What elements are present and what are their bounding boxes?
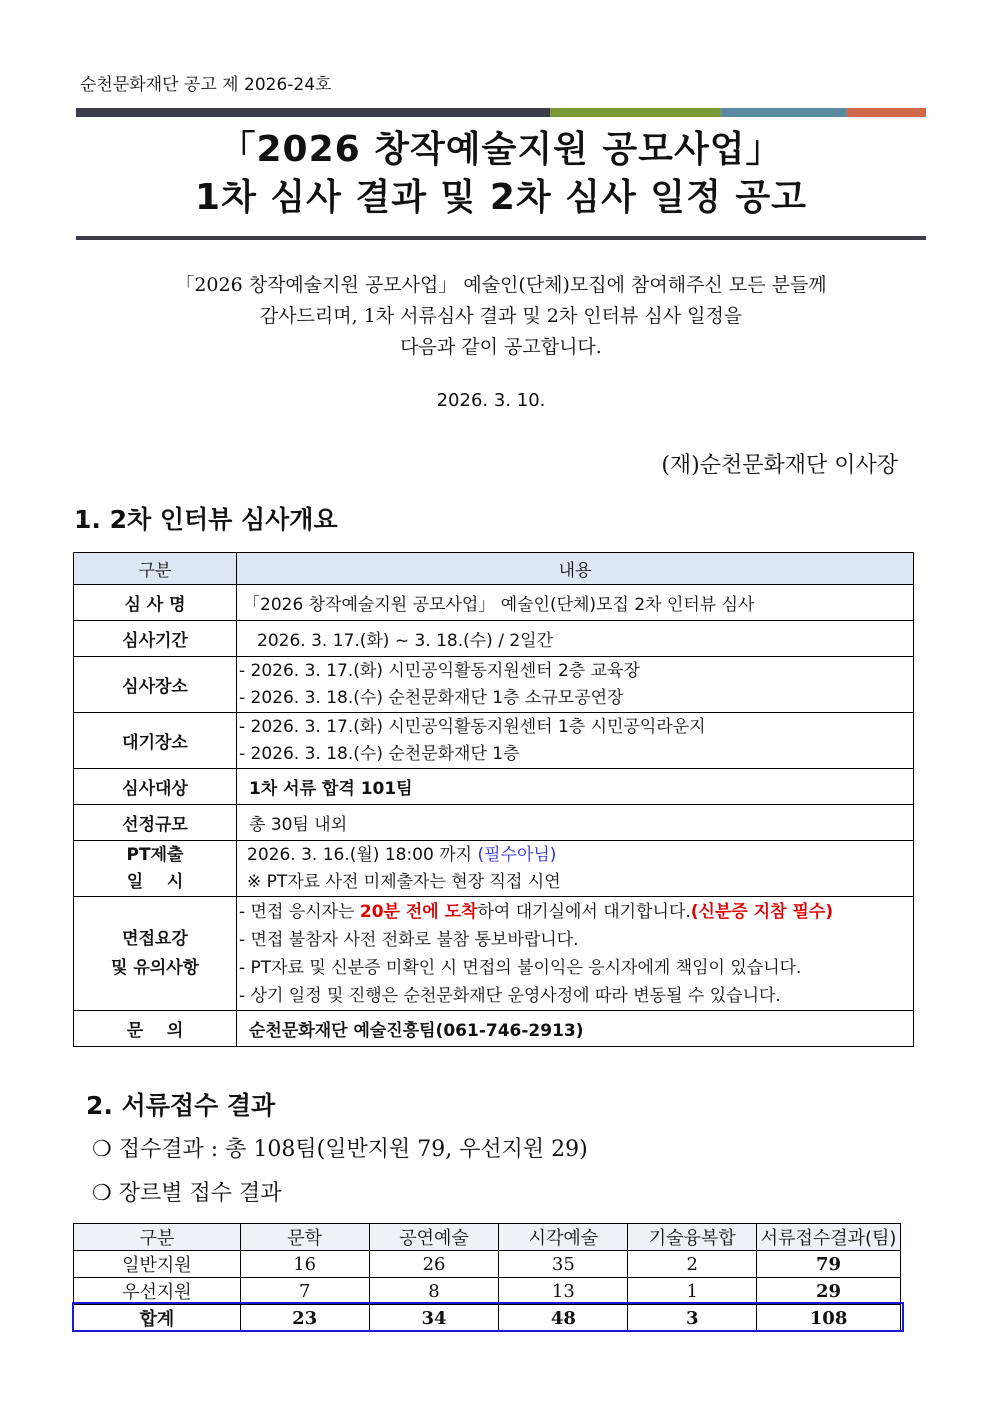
intro-line-2: 감사드리며, 1차 서류심사 결과 및 2차 인터뷰 심사 일정을 <box>259 305 743 327</box>
scale-value: 총 30팀 내외 <box>237 805 914 841</box>
table-header-row <box>74 553 914 585</box>
pt-label-line-1: PT제출 <box>126 844 184 865</box>
header-color-bar <box>76 108 926 117</box>
venue-value <box>237 657 914 713</box>
guide-line-1-a: - 면접 응시자는 <box>239 901 360 922</box>
genre-header-category: 구분 <box>74 1224 241 1251</box>
cell-tech: 1 <box>628 1278 757 1305</box>
cell-total: 79 <box>757 1251 901 1278</box>
genre-header-total: 서류접수결과(팀) <box>757 1224 901 1251</box>
guide-arrival-note: 20분 전에 도착 <box>359 901 478 922</box>
venue-line-2: - 2026. 3. 18.(수) 순천문화재단 1층 소규모공연장 <box>239 687 624 708</box>
row-guide <box>74 897 914 1011</box>
receipt-summary: ❍ 접수결과 : 총 108팀(일반지원 79, 우선지원 29) <box>92 1137 588 1162</box>
guide-label <box>74 897 237 1011</box>
pt-deadline: 2026. 3. 16.(월) 18:00 까지 <box>247 844 478 865</box>
intro-paragraph <box>76 270 926 363</box>
venue-label: 심사장소 <box>74 657 237 713</box>
genre-row-general <box>74 1251 901 1278</box>
cell-literature: 23 <box>240 1305 369 1332</box>
row-name: 합계 <box>74 1305 241 1332</box>
pt-value <box>237 841 914 897</box>
row-scale <box>74 805 914 841</box>
cell-performing: 8 <box>369 1278 499 1305</box>
cell-literature: 16 <box>240 1251 369 1278</box>
waiting-line-2: - 2026. 3. 18.(수) 순천문화재단 1층 <box>239 743 520 764</box>
row-name: 우선지원 <box>74 1278 241 1305</box>
document-title <box>76 126 926 222</box>
title-underline <box>76 236 926 240</box>
cell-tech: 3 <box>628 1305 757 1332</box>
intro-line-3: 다음과 같이 공고합니다. <box>400 336 602 358</box>
guide-line-2: - 면접 불참자 사전 전화로 불참 통보바랍니다. <box>239 929 579 950</box>
genre-header-row <box>74 1224 901 1251</box>
guide-line-1-b: 하여 대기실에서 대기합니다. <box>477 901 691 922</box>
notice-date: 2026. 3. 10. <box>436 390 546 411</box>
waiting-value <box>237 713 914 769</box>
pt-optional-note: (필수아님) <box>477 844 557 865</box>
header-content: 내용 <box>237 553 914 585</box>
venue-line-1: - 2026. 3. 17.(화) 시민공익활동지원센터 2층 교육장 <box>239 660 640 681</box>
cell-total: 108 <box>757 1305 901 1332</box>
cell-tech: 2 <box>628 1251 757 1278</box>
inquiry-label: 문 의 <box>74 1011 237 1047</box>
guide-line-4: - 상기 일정 및 진행은 순천문화재단 운영사정에 따라 변동될 수 있습니다. <box>239 985 781 1006</box>
inquiry-value: 순천문화재단 예술진흥팀(061-746-2913) <box>237 1011 914 1047</box>
guide-label-line-1: 면접요강 <box>122 928 188 949</box>
interview-overview-table <box>73 552 914 1047</box>
cell-performing: 34 <box>369 1305 499 1332</box>
genre-header-visual: 시각예술 <box>499 1224 628 1251</box>
genre-header-tech: 기술융복합 <box>628 1224 757 1251</box>
waiting-label: 대기장소 <box>74 713 237 769</box>
review-name-value: 「2026 창작예술지원 공모사업」 예술인(단체)모집 2차 인터뷰 심사 <box>237 585 914 621</box>
color-bar-segment-dark <box>76 108 550 117</box>
target-label: 심사대상 <box>74 769 237 805</box>
pt-label <box>74 841 237 897</box>
signer: (재)순천문화재단 이사장 <box>661 453 898 478</box>
cell-literature: 7 <box>240 1278 369 1305</box>
header-category: 구분 <box>74 553 237 585</box>
period-label: 심사기간 <box>74 621 237 657</box>
genre-result-caption: ❍ 장르별 접수 결과 <box>92 1181 282 1206</box>
color-bar-segment-green <box>550 108 721 117</box>
period-value: 2026. 3. 17.(화) ~ 3. 18.(수) / 2일간 <box>237 621 914 657</box>
cell-total: 29 <box>757 1278 901 1305</box>
color-bar-segment-orange <box>847 108 926 117</box>
target-value: 1차 서류 합격 101팀 <box>237 769 914 805</box>
row-name: 일반지원 <box>74 1251 241 1278</box>
section1-heading: 1. 2차 인터뷰 심사개요 <box>74 505 338 534</box>
row-review-name <box>74 585 914 621</box>
cell-visual: 48 <box>499 1305 628 1332</box>
title-line-2: 1차 심사 결과 및 2차 심사 일정 공고 <box>195 177 807 218</box>
review-name-label: 심 사 명 <box>74 585 237 621</box>
row-pt <box>74 841 914 897</box>
genre-row-priority <box>74 1278 901 1305</box>
scale-label: 선정규모 <box>74 805 237 841</box>
row-inquiry <box>74 1011 914 1047</box>
pt-label-line-2: 일 시 <box>126 871 184 892</box>
row-target <box>74 769 914 805</box>
notice-number: 순천문화재단 공고 제 2026-24호 <box>80 75 332 95</box>
sum-row-highlight <box>72 1302 904 1332</box>
color-bar-segment-blue <box>721 108 847 117</box>
row-venue <box>74 657 914 713</box>
guide-id-note: (신분증 지참 필수) <box>690 901 834 922</box>
guide-value <box>237 897 914 1011</box>
guide-label-line-2: 및 유의사항 <box>110 957 200 978</box>
cell-visual: 35 <box>499 1251 628 1278</box>
row-period <box>74 621 914 657</box>
waiting-line-1: - 2026. 3. 17.(화) 시민공익활동지원센터 1층 시민공익라운지 <box>239 716 706 737</box>
pt-line-2: ※ PT자료 사전 미제출자는 현장 직접 시연 <box>247 871 561 892</box>
cell-visual: 13 <box>499 1278 628 1305</box>
intro-line-1: 「2026 창작예술지원 공모사업」 예술인(단체)모집에 참여해주신 모든 분들께 <box>175 274 827 296</box>
guide-line-3: - PT자료 및 신분증 미확인 시 면접의 불이익은 응시자에게 책임이 있습니다. <box>239 957 802 978</box>
title-line-1: 「2026 창작예술지원 공모사업」 <box>219 129 783 170</box>
cell-performing: 26 <box>369 1251 499 1278</box>
row-waiting <box>74 713 914 769</box>
genre-header-literature: 문학 <box>240 1224 369 1251</box>
genre-header-performing: 공연예술 <box>369 1224 499 1251</box>
guide-line-1 <box>239 898 907 926</box>
section2-heading: 2. 서류접수 결과 <box>86 1091 276 1120</box>
pt-line-1 <box>247 842 907 869</box>
